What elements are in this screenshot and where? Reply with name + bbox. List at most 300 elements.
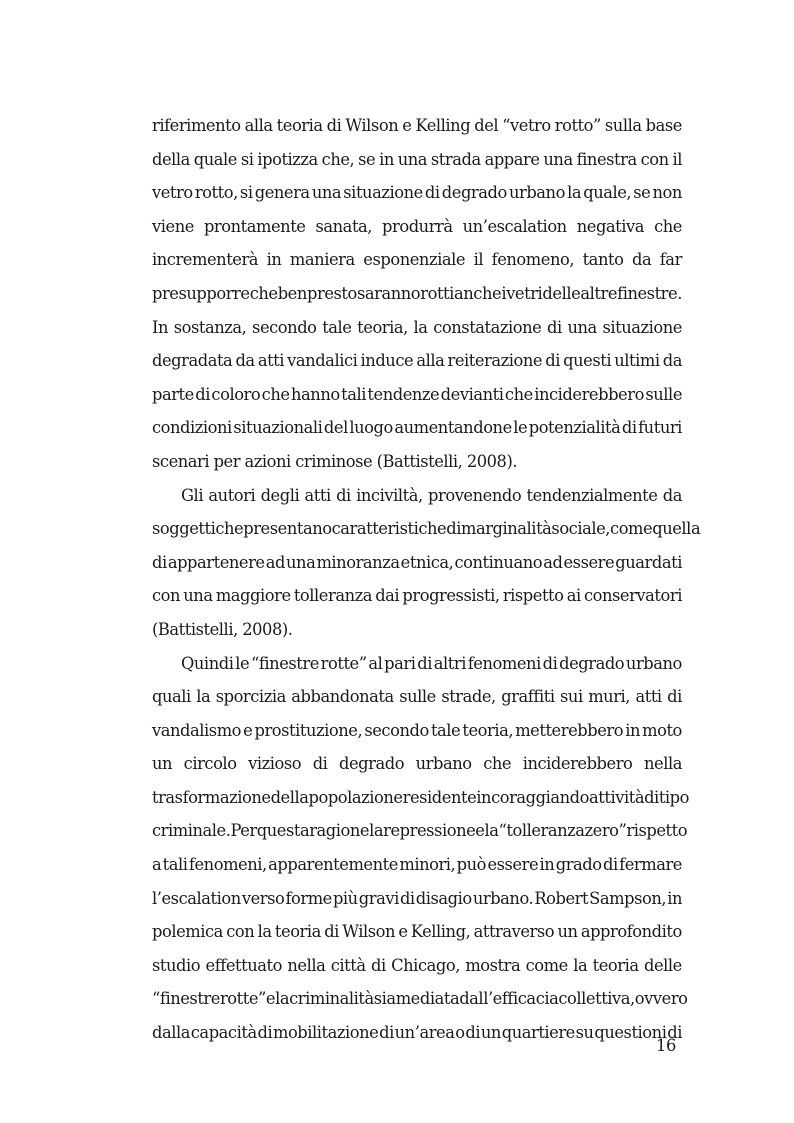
word: conservatori bbox=[583, 586, 682, 606]
word: riferimento bbox=[152, 116, 241, 135]
word: da bbox=[662, 485, 682, 505]
word: la bbox=[573, 955, 588, 975]
word: sulle bbox=[645, 384, 682, 404]
word: urbano bbox=[508, 183, 565, 203]
word: abbandonata bbox=[291, 687, 394, 707]
word: degrado bbox=[339, 754, 405, 774]
text-line bbox=[152, 915, 682, 949]
word: quale, bbox=[583, 183, 632, 203]
word: degradata bbox=[152, 351, 233, 371]
text-line bbox=[152, 781, 689, 815]
text-line bbox=[152, 277, 682, 311]
word: viene bbox=[152, 216, 194, 236]
word: maniera bbox=[289, 250, 355, 270]
word: progressisti, bbox=[402, 586, 500, 606]
word: base bbox=[645, 116, 682, 135]
word: finestre. bbox=[617, 283, 682, 303]
word: ben bbox=[277, 283, 307, 303]
word: teoria, bbox=[357, 317, 408, 337]
word: di bbox=[465, 1023, 481, 1043]
word: tanto bbox=[582, 250, 624, 270]
word: che bbox=[504, 384, 533, 404]
word: far bbox=[659, 250, 682, 270]
word: la bbox=[196, 687, 211, 707]
word: di bbox=[324, 922, 339, 942]
word: una bbox=[543, 149, 573, 169]
word: essere bbox=[487, 855, 539, 875]
text-line bbox=[152, 311, 682, 345]
word: atti bbox=[304, 485, 331, 505]
word: coloro bbox=[211, 384, 261, 404]
word: urbano. bbox=[472, 888, 534, 908]
word: di bbox=[336, 485, 351, 505]
word: gravi bbox=[358, 888, 399, 908]
word: in bbox=[667, 888, 682, 908]
text-line bbox=[152, 378, 682, 412]
word: che bbox=[249, 283, 278, 303]
word: induce bbox=[360, 351, 414, 371]
text-line bbox=[152, 680, 682, 714]
word: “vetro bbox=[502, 116, 551, 135]
word: studio bbox=[152, 955, 201, 975]
word: questi bbox=[563, 351, 612, 371]
word: inciviltà, bbox=[356, 485, 423, 505]
word: quartiere bbox=[501, 1023, 575, 1043]
word: “tolleranza bbox=[498, 821, 585, 841]
word: constatazione bbox=[433, 317, 542, 337]
word: di bbox=[545, 351, 560, 371]
word: residente bbox=[402, 787, 477, 807]
word: sanata, bbox=[315, 216, 373, 236]
word: vandalismo bbox=[152, 720, 242, 740]
word: ovvero bbox=[634, 989, 688, 1009]
word: come bbox=[525, 955, 568, 975]
word: fenomeni, bbox=[188, 855, 267, 875]
word: da bbox=[235, 351, 255, 371]
word: di bbox=[621, 418, 637, 438]
document-body bbox=[152, 109, 701, 1050]
word: secondo bbox=[252, 317, 317, 337]
word: produrrà bbox=[382, 216, 453, 236]
word: di bbox=[326, 116, 342, 135]
text-line bbox=[152, 344, 682, 378]
word: si bbox=[239, 183, 253, 203]
word: di bbox=[667, 687, 682, 707]
word: Wilson bbox=[345, 116, 399, 135]
word: può bbox=[456, 855, 487, 875]
word: minori, bbox=[399, 855, 456, 875]
word: in bbox=[266, 250, 282, 270]
word: di bbox=[152, 552, 167, 572]
word: una bbox=[567, 317, 597, 337]
word: sporcizia bbox=[215, 687, 286, 707]
word: attraverso bbox=[473, 922, 555, 942]
word: e bbox=[398, 922, 408, 942]
word: Chicago, bbox=[391, 955, 460, 975]
word: con bbox=[152, 586, 181, 606]
word: degli bbox=[260, 485, 300, 505]
word: tale bbox=[322, 317, 352, 337]
word: inciderebbero bbox=[534, 384, 644, 404]
word: una bbox=[183, 586, 213, 606]
word: criminale. bbox=[152, 821, 231, 841]
word: ipotizza bbox=[257, 149, 318, 169]
word: Gli bbox=[181, 485, 204, 505]
word: dall’efficacia bbox=[459, 989, 559, 1009]
word: ad bbox=[265, 552, 285, 572]
word: incrementerà bbox=[152, 250, 259, 270]
word: e bbox=[243, 720, 253, 740]
text-line bbox=[152, 546, 682, 580]
word: se bbox=[358, 149, 376, 169]
word: secondo bbox=[364, 720, 429, 740]
word: rispetto bbox=[626, 821, 688, 841]
word: le bbox=[235, 653, 250, 673]
word: urbano bbox=[625, 653, 682, 673]
word: questa bbox=[256, 821, 310, 841]
word: da bbox=[662, 351, 682, 371]
word: di bbox=[446, 519, 461, 539]
word: sui bbox=[560, 687, 583, 707]
word: il bbox=[473, 250, 484, 270]
text-line: scenari per azioni criminose (Battistelli, 2008). bbox=[152, 451, 518, 471]
word: caratteristiche bbox=[331, 519, 447, 539]
word: di bbox=[644, 787, 659, 807]
word: autori bbox=[208, 485, 256, 505]
word: prostituzione, bbox=[254, 720, 363, 740]
word: Robert bbox=[534, 888, 589, 908]
word: pari bbox=[384, 653, 416, 673]
word: di bbox=[399, 888, 415, 908]
word: Kelling bbox=[415, 116, 471, 135]
text-line bbox=[152, 176, 682, 210]
word: moto bbox=[642, 720, 682, 740]
word: la bbox=[257, 922, 272, 942]
word: ai bbox=[566, 586, 581, 606]
text-line bbox=[152, 479, 682, 513]
word: verso bbox=[241, 888, 285, 908]
word: delle bbox=[542, 283, 581, 303]
word: ragione bbox=[309, 821, 370, 841]
word: del bbox=[323, 418, 348, 438]
word: della bbox=[152, 149, 190, 169]
word: teoria bbox=[592, 955, 639, 975]
word: fenomeni bbox=[467, 653, 541, 673]
word: o bbox=[455, 1023, 465, 1043]
word: degrado bbox=[559, 653, 625, 673]
text-line: (Battistelli, 2008). bbox=[152, 619, 293, 639]
word: capacità bbox=[190, 1023, 257, 1043]
text-line bbox=[152, 882, 682, 916]
word: quella bbox=[652, 519, 701, 539]
text-line bbox=[152, 814, 688, 848]
word: vizioso bbox=[248, 754, 302, 774]
word: delle bbox=[644, 955, 682, 975]
word: disagio bbox=[415, 888, 472, 908]
word: del bbox=[474, 116, 499, 135]
word: di bbox=[417, 653, 432, 673]
word: altri bbox=[433, 653, 466, 673]
text-line bbox=[152, 109, 682, 143]
word: genera bbox=[254, 183, 310, 203]
paragraph-3 bbox=[152, 647, 689, 1050]
word: dai bbox=[375, 586, 400, 606]
word: hanno bbox=[290, 384, 340, 404]
word: strada bbox=[430, 149, 481, 169]
word: Quindi bbox=[181, 653, 234, 673]
word: anche bbox=[454, 283, 502, 303]
word: mediata bbox=[395, 989, 460, 1009]
word: da bbox=[631, 250, 652, 270]
word: di bbox=[257, 1023, 273, 1043]
paragraph-1 bbox=[152, 109, 682, 479]
word: apparentemente bbox=[268, 855, 398, 875]
word: tali bbox=[162, 855, 188, 875]
word: mostra bbox=[465, 955, 521, 975]
word: della bbox=[270, 787, 309, 807]
word: si bbox=[240, 149, 254, 169]
word: di bbox=[379, 1023, 394, 1043]
word: in bbox=[625, 720, 640, 740]
word: alla bbox=[416, 351, 445, 371]
word: degrado bbox=[441, 183, 507, 203]
word: di bbox=[424, 183, 440, 203]
word: fermare bbox=[619, 855, 682, 875]
word: un bbox=[557, 922, 578, 942]
word: alla bbox=[244, 116, 273, 135]
word: essere bbox=[563, 552, 615, 572]
word: rotto, bbox=[194, 183, 238, 203]
word: di bbox=[195, 384, 210, 404]
word: di bbox=[547, 317, 562, 337]
word: inciderebbero bbox=[522, 754, 633, 774]
word: In bbox=[152, 317, 169, 337]
word: approfondito bbox=[580, 922, 682, 942]
word: che bbox=[215, 519, 244, 539]
text-line bbox=[152, 411, 682, 445]
word: con bbox=[640, 149, 669, 169]
word: negativa bbox=[576, 216, 645, 236]
word: in bbox=[539, 855, 555, 875]
word: se bbox=[633, 183, 651, 203]
word: sociale, bbox=[551, 519, 611, 539]
word: un bbox=[152, 754, 173, 774]
word: rotti bbox=[420, 283, 454, 303]
word: con bbox=[226, 922, 255, 942]
word: appare bbox=[484, 149, 540, 169]
word: maggiore bbox=[215, 586, 291, 606]
word: più bbox=[332, 888, 358, 908]
word: continuano bbox=[454, 552, 543, 572]
word: di bbox=[667, 1023, 682, 1043]
word: effettuato bbox=[205, 955, 282, 975]
word: graffiti bbox=[501, 687, 555, 707]
word: che bbox=[261, 384, 290, 404]
word: fenomeno, bbox=[491, 250, 575, 270]
word: altre bbox=[580, 283, 618, 303]
text-line bbox=[152, 647, 682, 681]
word: sulle bbox=[399, 687, 436, 707]
word: l’escalation bbox=[152, 888, 241, 908]
word: “finestre bbox=[250, 653, 319, 673]
word: Kelling, bbox=[410, 922, 471, 942]
word: tendenze bbox=[367, 384, 440, 404]
word: muri, bbox=[588, 687, 631, 707]
text-line bbox=[152, 512, 701, 546]
word: una bbox=[311, 183, 342, 203]
word: nella bbox=[287, 955, 326, 975]
word: urbano bbox=[415, 754, 472, 774]
word: la bbox=[369, 821, 384, 841]
word: luogo bbox=[349, 418, 393, 438]
word: aumentandone bbox=[394, 418, 512, 438]
word: guardati bbox=[615, 552, 682, 572]
word: come bbox=[610, 519, 653, 539]
word: strade, bbox=[441, 687, 496, 707]
word: non bbox=[652, 183, 682, 203]
text-line bbox=[152, 714, 682, 748]
word: la bbox=[413, 317, 428, 337]
word: rotte” bbox=[320, 653, 367, 673]
word: di bbox=[371, 955, 386, 975]
word: situazionali bbox=[233, 418, 323, 438]
word: di bbox=[542, 653, 558, 673]
word: un’escalation bbox=[462, 216, 567, 236]
word: reiterazione bbox=[447, 351, 543, 371]
word: trasformazione bbox=[152, 787, 271, 807]
text-line bbox=[152, 243, 682, 277]
word: condizioni bbox=[152, 418, 232, 438]
word: che bbox=[654, 216, 682, 236]
word: la bbox=[275, 989, 290, 1009]
word: che bbox=[483, 754, 512, 774]
word: quali bbox=[152, 687, 191, 707]
word: teoria, bbox=[462, 720, 514, 740]
text-line bbox=[152, 949, 682, 983]
word: che, bbox=[321, 149, 355, 169]
word: e bbox=[475, 821, 485, 841]
word: teoria bbox=[276, 116, 323, 135]
word: incoraggiando bbox=[476, 787, 590, 807]
text-line bbox=[152, 1016, 682, 1050]
word: ad bbox=[543, 552, 563, 572]
word: atti bbox=[635, 687, 662, 707]
word: polemica bbox=[152, 922, 223, 942]
word: parte bbox=[152, 384, 194, 404]
text-line bbox=[152, 143, 682, 177]
word: e bbox=[265, 989, 276, 1009]
word: un bbox=[480, 1023, 501, 1043]
word: dalla bbox=[152, 1023, 190, 1043]
word: tipo bbox=[658, 787, 689, 807]
word: le bbox=[513, 418, 528, 438]
word: rispetto bbox=[502, 586, 564, 606]
text-line bbox=[152, 747, 682, 781]
word: sia bbox=[373, 989, 396, 1009]
word: vandalici bbox=[287, 351, 358, 371]
word: vetri bbox=[506, 283, 543, 303]
word: marginalità bbox=[460, 519, 552, 539]
word: situazione bbox=[602, 317, 682, 337]
word: sulla bbox=[604, 116, 642, 135]
word: un’area bbox=[394, 1023, 455, 1043]
word: tolleranza bbox=[293, 586, 372, 606]
word: circolo bbox=[183, 754, 237, 774]
word: la bbox=[567, 183, 582, 203]
word: di bbox=[312, 754, 328, 774]
word: repressione bbox=[383, 821, 476, 841]
word: “finestre bbox=[152, 989, 220, 1009]
word: potenzialità bbox=[528, 418, 621, 438]
text-line bbox=[152, 210, 682, 244]
word: atti bbox=[257, 351, 285, 371]
text-line bbox=[152, 579, 682, 613]
word: la bbox=[484, 821, 499, 841]
word: finestra bbox=[576, 149, 637, 169]
page-number: 16 bbox=[656, 1036, 677, 1055]
word: Wilson bbox=[342, 922, 396, 942]
word: rotte” bbox=[219, 989, 266, 1009]
word: il bbox=[672, 149, 682, 169]
word: a bbox=[152, 855, 162, 875]
word: di bbox=[603, 855, 618, 875]
word: soggetti bbox=[152, 519, 216, 539]
word: Sampson, bbox=[589, 888, 667, 908]
word: mobilitazione bbox=[272, 1023, 379, 1043]
word: situazione bbox=[343, 183, 423, 203]
word: in bbox=[379, 149, 394, 169]
word: futuri bbox=[638, 418, 682, 438]
word: e bbox=[402, 116, 412, 135]
word: minoranza bbox=[316, 552, 400, 572]
word: questioni bbox=[594, 1023, 667, 1043]
word: esponenziale bbox=[363, 250, 466, 270]
word: tendenzialmente bbox=[526, 485, 658, 505]
paragraph-2 bbox=[152, 479, 701, 647]
word: una bbox=[397, 149, 428, 169]
word: criminalità bbox=[289, 989, 374, 1009]
word: provenendo bbox=[428, 485, 522, 505]
word: vetro bbox=[152, 183, 193, 203]
word: tale bbox=[430, 720, 461, 740]
word: metterebbero bbox=[515, 720, 624, 740]
word: quale bbox=[193, 149, 237, 169]
text-line bbox=[152, 982, 688, 1016]
word: devianti bbox=[440, 384, 504, 404]
word: forme bbox=[285, 888, 332, 908]
word: una bbox=[286, 552, 316, 572]
word: città bbox=[330, 955, 366, 975]
word: saranno bbox=[356, 283, 421, 303]
word: zero” bbox=[584, 821, 627, 841]
word: prontamente bbox=[203, 216, 306, 236]
word: ultimi bbox=[614, 351, 660, 371]
word: nella bbox=[643, 754, 682, 774]
word: su bbox=[575, 1023, 594, 1043]
word: i bbox=[501, 283, 507, 303]
word: presto bbox=[307, 283, 357, 303]
word: teoria bbox=[274, 922, 321, 942]
word: collettiva, bbox=[558, 989, 635, 1009]
word: grado bbox=[555, 855, 602, 875]
text-line bbox=[152, 848, 682, 882]
word: appartenere bbox=[167, 552, 265, 572]
word: presupporre bbox=[152, 283, 250, 303]
word: al bbox=[368, 653, 383, 673]
word: rotto” bbox=[554, 116, 601, 135]
word: presentano bbox=[243, 519, 332, 539]
word: etnica, bbox=[400, 552, 454, 572]
